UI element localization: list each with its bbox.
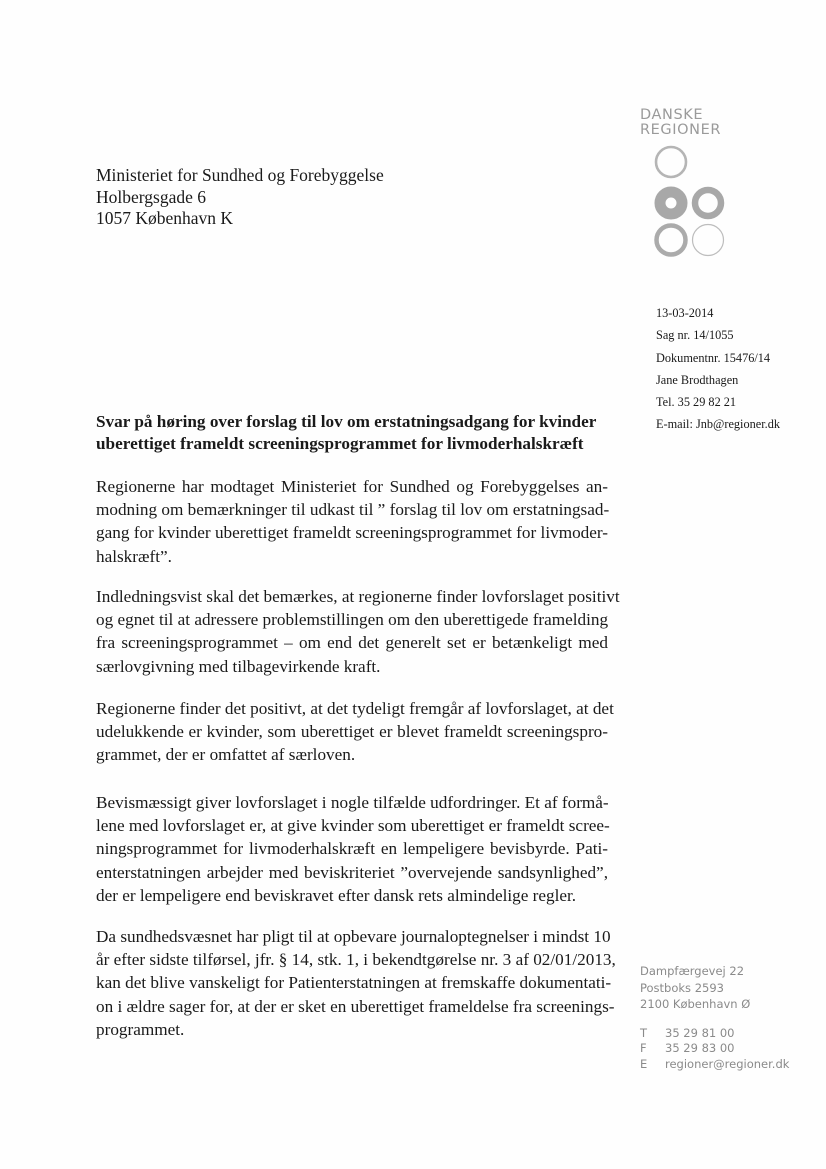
paragraph-line: der er lempeligere end beviskravet efter dansk rets almindelige regler.	[96, 885, 577, 905]
paragraph-line: enterstatningen arbejder med beviskriteriet ”overvejende sandsynlighed”,	[96, 862, 608, 882]
paragraph-line: programmet.	[96, 1019, 185, 1039]
paragraph-line: Indledningsvist skal det bemærkes, at regionerne finder lovforslaget positivt	[96, 587, 620, 606]
paragraph-line: ningsprogrammet for livmoderhalskræft en lempeligere bevisbyrde. Pati-	[96, 839, 608, 859]
paragraph-line: lene med lovforslaget er, at give kvinder som uberettiget er frameldt scree-	[96, 816, 610, 836]
danske-regioner-logo-text	[640, 108, 721, 138]
paragraph-5	[96, 925, 616, 1041]
paragraph-line: gang for kvinder uberettiget frameldt screeningsprogrammet for livmoder-	[96, 523, 608, 543]
paragraph-line: halskræft”.	[96, 546, 172, 566]
paragraph-line: Da sundhedsvæsnet har pligt til at opbevare journaloptegnelser i mindst 10	[96, 927, 611, 946]
contact-value: regioner@regioner.dk	[665, 1056, 790, 1071]
case-number: Sag nr. 14/1055	[656, 328, 734, 343]
sender-city: 2100 København Ø	[640, 997, 751, 1011]
letter-meta	[656, 302, 780, 436]
contact-row-phone	[640, 1026, 789, 1041]
document-number: Dokumentnr. 15476/14	[656, 350, 771, 365]
paragraph-line: Regionerne finder det positivt, at det tydeligt fremgår af lovforslaget, at det	[96, 699, 614, 718]
paragraph-line: særlovgivning med tilbagevirkende kraft.	[96, 656, 381, 676]
paragraph-line: on i ældre sager for, at der er sket en uberettiget frameldelse fra screenings-	[96, 996, 615, 1016]
paragraph-line: og egnet til at adressere problemstillingen om den uberettigede framelding	[96, 610, 609, 630]
contact-key: T	[640, 1026, 648, 1040]
sender-contacts	[640, 1026, 789, 1072]
contact-name: Jane Brodthagen	[656, 372, 739, 387]
paragraph-line: modning om bemærkninger til udkast til ” forslag til lov om erstatningsad-	[96, 500, 610, 520]
recipient-address	[96, 165, 384, 230]
paragraph-2	[96, 585, 620, 678]
paragraph-line: Regionerne har modtaget Ministeriet for Sundhed og Forebyggelses an-	[96, 477, 608, 496]
sender-pobox: Postboks 2593	[640, 980, 724, 995]
danske-regioner-logo-circles-icon	[640, 140, 750, 265]
logo-line-1: DANSKE	[640, 107, 704, 123]
sender-address	[640, 963, 750, 1013]
recipient-city: 1057 København K	[96, 208, 234, 228]
contact-key: F	[640, 1041, 647, 1056]
subject-line-2: uberettiget frameldt screeningsprogrammet for livmoderhalskræft	[96, 433, 584, 453]
paragraph-line: fra screeningsprogrammet – om end det generelt set er betænkeligt med	[96, 633, 608, 653]
sender-street: Dampfærgevej 22	[640, 964, 745, 978]
logo-line-2: REGIONER	[640, 122, 722, 138]
paragraph-3	[96, 697, 614, 767]
paragraph-1	[96, 475, 608, 568]
letter-subject	[96, 411, 611, 454]
recipient-street: Holbergsgade 6	[96, 186, 206, 207]
letter-date: 13-03-2014	[656, 306, 714, 320]
contact-value: 35 29 81 00	[665, 1026, 735, 1040]
paragraph-4	[96, 791, 608, 907]
recipient-name: Ministeriet for Sundhed og Forebyggelse	[96, 165, 384, 185]
paragraph-line: år efter sidste tilførsel, jfr. § 14, stk. 1, i bekendtgørelse nr. 3 af 02/01/2013,	[96, 950, 616, 970]
subject-line-1: Svar på høring over forslag til lov om erstatningsadgang for kvinder	[96, 412, 597, 431]
paragraph-line: grammet, der er omfattet af særloven.	[96, 745, 356, 765]
paragraph-line: kan det blive vanskeligt for Patienterstatningen at fremskaffe dokumentati-	[96, 973, 612, 993]
contact-key: E	[640, 1056, 648, 1071]
contact-row-fax	[640, 1041, 789, 1056]
contact-row-email	[640, 1057, 789, 1072]
contact-phone: Tel. 35 29 82 21	[656, 395, 737, 410]
paragraph-line: Bevismæssigt giver lovforslaget i nogle tilfælde udfordringer. Et af formå-	[96, 793, 609, 812]
contact-email: E-mail: Jnb@regioner.dk	[656, 417, 781, 432]
contact-value: 35 29 83 00	[665, 1041, 735, 1056]
paragraph-line: udelukkende er kvinder, som uberettiget er blevet frameldt screeningspro-	[96, 722, 608, 742]
